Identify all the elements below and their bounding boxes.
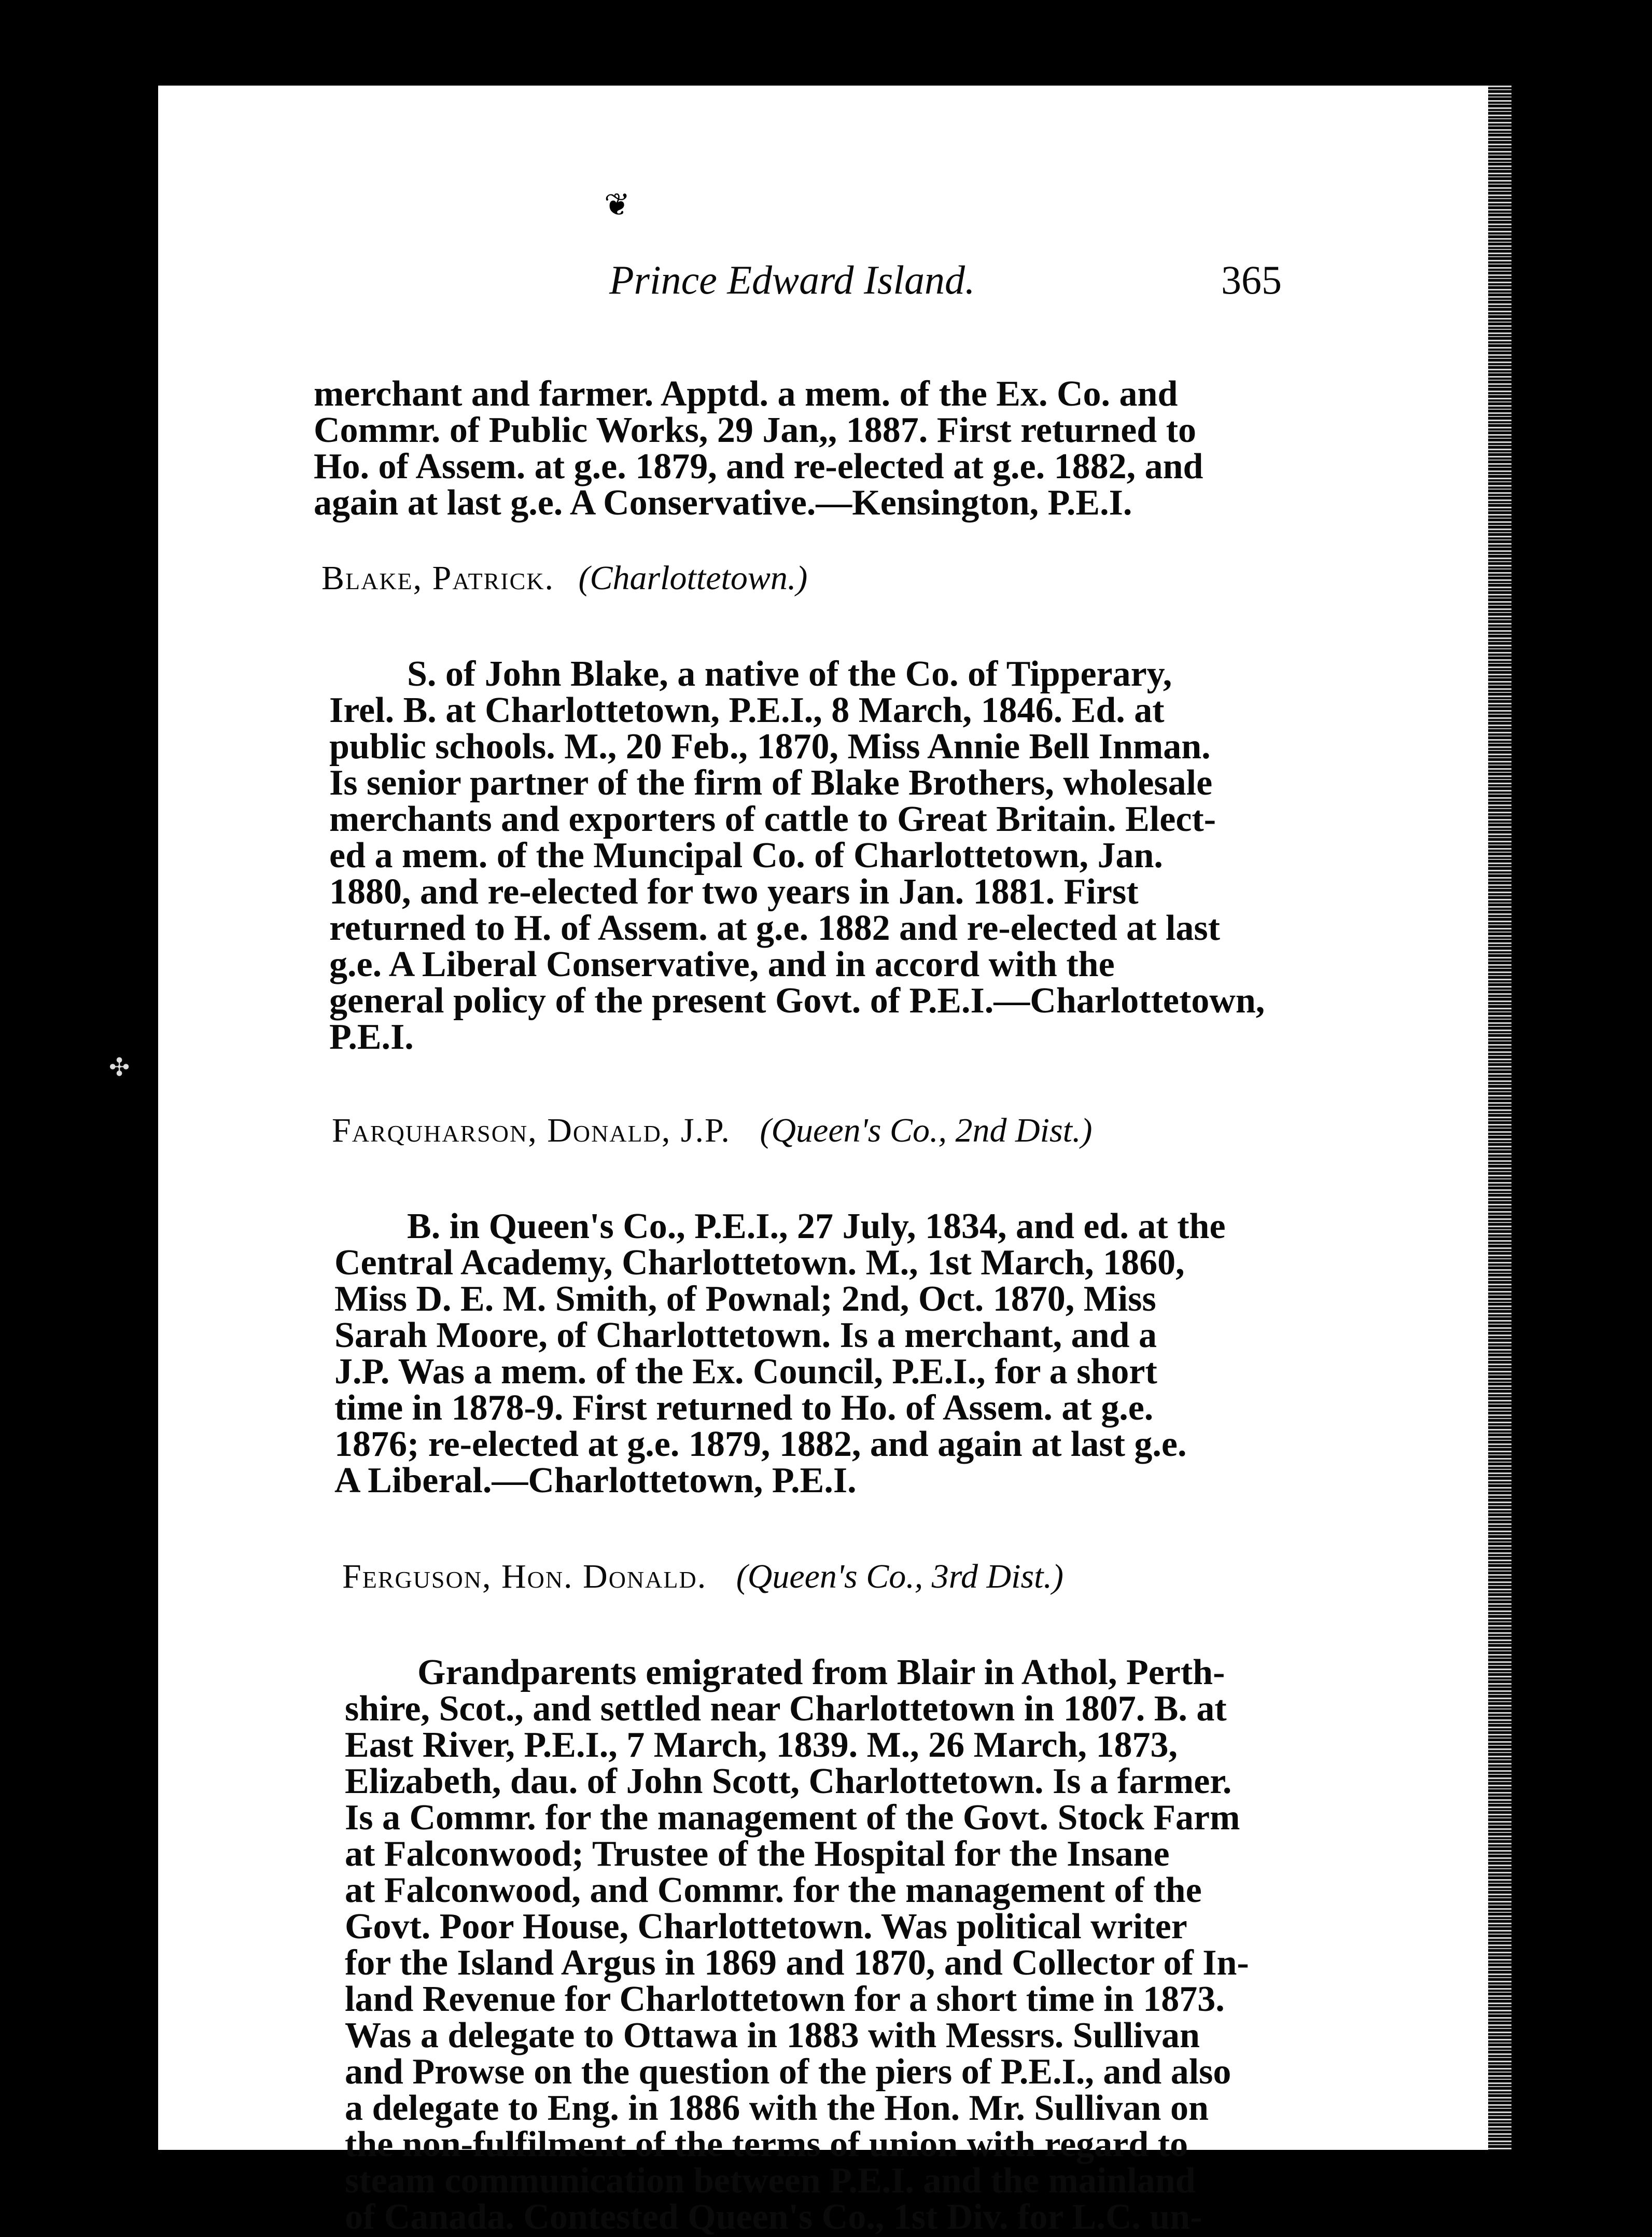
text-line: Grandparents emigrated from Blair in Athol, Perth- — [417, 1652, 1225, 1692]
text-line: at Falconwood, and Commr. for the management of the — [345, 1870, 1202, 1910]
text-line: at Falconwood; Trustee of the Hospital for the Insane — [345, 1834, 1170, 1874]
entry-constituency: (Charlottetown.) — [578, 559, 808, 597]
text-line: J.P. Was a mem. of the Ex. Council, P.E.I., for a short — [334, 1352, 1157, 1392]
page-number: 365 — [1221, 257, 1282, 302]
entry-name: Blake, Patrick. — [321, 559, 554, 597]
folio-ornament: ❦ — [604, 188, 631, 222]
running-head: Prince Edward Island. — [609, 257, 975, 302]
text-line: Is senior partner of the firm of Blake Brothers, wholesale — [329, 763, 1213, 803]
entry-name: Ferguson, Hon. Donald. — [342, 1558, 707, 1595]
text-line: S. of John Blake, a native of the Co. of Tipperary, — [407, 654, 1172, 694]
text-line: public schools. M., 20 Feb., 1870, Miss Annie Bell Inman. — [329, 727, 1211, 767]
text-line: Ho. of Assem. at g.e. 1879, and re-elected at g.e. 1882, and — [314, 447, 1203, 487]
text-line: Commr. of Public Works, 29 Jan,, 1887. First returned to — [314, 410, 1197, 450]
text-line: 1880, and re-elected for two years in Jan. 1881. First — [329, 872, 1139, 912]
text-line: and Prowse on the question of the piers of P.E.I., and also — [345, 2052, 1231, 2092]
text-line: land Revenue for Charlottetown for a short time in 1873. — [345, 1979, 1225, 2019]
text-line: B. in Queen's Co., P.E.I., 27 July, 1834, and ed. at the — [407, 1206, 1226, 1246]
text-line: returned to H. of Assem. at g.e. 1882 and re-elected at last — [329, 908, 1220, 948]
text-line: steam communication between P.E.I. and the mainland — [345, 2161, 1196, 2201]
text-line: Was a delegate to Ottawa in 1883 with Messrs. Sullivan — [345, 2016, 1200, 2055]
text-line: Is a Commr. for the management of the Govt. Stock Farm — [345, 1798, 1240, 1838]
text-line: shire, Scot., and settled near Charlottetown in 1807. B. at — [345, 1689, 1227, 1729]
entry-heading — [332, 1113, 1092, 1149]
text-line: merchant and farmer. Apptd. a mem. of the Ex. Co. and — [314, 374, 1178, 414]
text-line: a delegate to Eng. in 1886 with the Hon. Mr. Sullivan on — [345, 2088, 1209, 2128]
page-edge-shadow — [1488, 86, 1511, 2150]
text-line: merchants and exporters of cattle to Great Britain. Elect- — [329, 799, 1216, 839]
text-line: g.e. A Liberal Conservative, and in accord with the — [329, 944, 1115, 984]
book-page — [158, 86, 1488, 2237]
text-line: of Canada. Contested Queen's Co., 1st Div. for L.C. un- — [345, 2197, 1202, 2237]
text-line: for the Island Argus in 1869 and 1870, and Collector of In- — [345, 1943, 1249, 1983]
entry-constituency: (Queen's Co., 3rd Dist.) — [736, 1558, 1063, 1595]
text-line: again at last g.e. A Conservative.—Kensington, P.E.I. — [314, 483, 1132, 523]
text-line: Central Academy, Charlottetown. M., 1st March, 1860, — [334, 1243, 1185, 1283]
text-line: ed a mem. of the Muncipal Co. of Charlottetown, Jan. — [329, 836, 1163, 876]
text-line: East River, P.E.I., 7 March, 1839. M., 26 March, 1873, — [345, 1725, 1178, 1765]
entry-heading — [321, 560, 807, 596]
text-line: Sarah Moore, of Charlottetown. Is a merchant, and a — [334, 1315, 1157, 1355]
text-line: time in 1878-9. First returned to Ho. of Assem. at g.e. — [334, 1388, 1154, 1428]
margin-ornament-icon: ✣ — [109, 1054, 130, 1081]
page-header — [158, 257, 1488, 314]
text-line: Miss D. E. M. Smith, of Pownal; 2nd, Oct. 1870, Miss — [334, 1279, 1156, 1319]
text-line: Irel. B. at Charlottetown, P.E.I., 8 March, 1846. Ed. at — [329, 690, 1165, 730]
text-line: Govt. Poor House, Charlottetown. Was political writer — [345, 1907, 1187, 1947]
entry-heading — [342, 1559, 1063, 1595]
text-line: general policy of the present Govt. of P.E.I.—Charlottetown, — [329, 981, 1265, 1021]
text-line: the non-fulfilment of the terms of union with regard to — [345, 2124, 1188, 2164]
entry-constituency: (Queen's Co., 2nd Dist.) — [760, 1111, 1093, 1149]
text-line: A Liberal.—Charlottetown, P.E.I. — [334, 1461, 857, 1500]
text-line: P.E.I. — [329, 1017, 414, 1057]
text-line: 1876; re-elected at g.e. 1879, 1882, and again at last g.e. — [334, 1424, 1187, 1464]
text-line: Elizabeth, dau. of John Scott, Charlottetown. Is a farmer. — [345, 1761, 1232, 1801]
entry-name: Farquharson, Donald, J.P. — [332, 1111, 731, 1149]
